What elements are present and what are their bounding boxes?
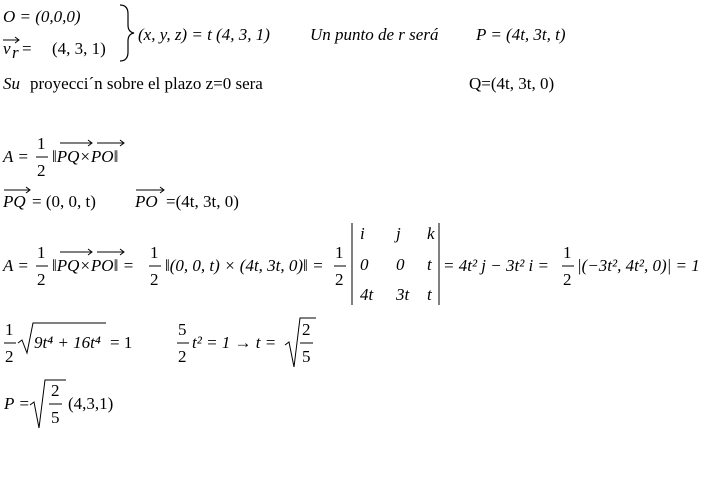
equals-one: = 1 [110,333,133,352]
direction-vector-value: (4, 3, 1) [52,39,106,58]
five-num: 5 [178,320,187,339]
half-num: 1 [37,134,46,153]
projection-q: Q=(4t, 3t, 0) [469,74,555,93]
matrix-cell: j [396,224,401,243]
matrix-cell: t [427,255,432,274]
direction-vector-label: v [3,39,11,58]
sqrt-num: 2 [51,381,60,400]
half-num: 1 [150,243,159,262]
point-p-expression: P = (4t, 3t, t) [476,25,566,44]
su-word: Su [3,74,20,93]
direction-vector-equals: = [22,39,32,58]
po-label: PO [135,192,158,211]
pq-value: = (0, 0, t) [32,192,96,211]
projection-text: proyecci´n sobre el plazo z=0 sera [30,74,263,93]
matrix-cell: i [360,224,365,243]
t-solution: t² = 1 → t = [192,333,277,352]
half-den: 2 [150,270,159,289]
sqrt-den: 5 [302,347,311,366]
sqrt-num: 2 [302,320,311,339]
explicit-cross-product: ‖(0, 0, t) × (4t, 3t, 0)‖ = [165,256,324,275]
pq-label: PQ [3,192,26,211]
determinant-matrix [360,224,435,304]
half-num: 1 [37,243,46,262]
half-den: 2 [37,161,46,180]
half-den: 2 [563,270,572,289]
matrix-cell: t [427,285,432,304]
two-den: 2 [178,347,187,366]
cross-product-norm: ‖PQ×PO‖ = [52,256,135,275]
determinant-result: = 4t² j − 3t² i = [443,256,550,275]
matrix-cell: 4t [360,285,374,304]
radicand: 9t⁴ + 16t⁴ [34,333,101,352]
parametric-equation: (x, y, z) = t (4, 3, 1) [138,25,270,44]
half-num: 1 [5,320,14,339]
half-num: 1 [563,243,572,262]
area-lhs: A = [3,147,29,166]
final-lhs: P = [4,394,30,413]
po-value: =(4t, 3t, 0) [166,192,239,211]
point-phrase: Un punto de r será [310,25,439,44]
area-calc-lhs: A = [3,256,29,275]
matrix-cell: 0 [360,255,369,274]
cross-product-norm: ‖PQ×PO‖ [52,147,119,166]
matrix-cell: k [427,224,435,243]
sqrt-den: 5 [51,408,60,427]
matrix-cell: 3t [396,285,410,304]
direction-vector-subscript: r [12,43,19,62]
half-den: 2 [37,270,46,289]
final-point: (4,3,1) [68,394,114,413]
final-norm: |(−3t², 4t², 0)| = 1 [577,256,700,275]
matrix-cell: 0 [396,255,405,274]
curly-brace [120,5,134,61]
half-den: 2 [335,270,344,289]
half-num: 1 [335,243,344,262]
origin-definition: O = (0,0,0) [3,7,81,26]
half-den: 2 [5,347,14,366]
